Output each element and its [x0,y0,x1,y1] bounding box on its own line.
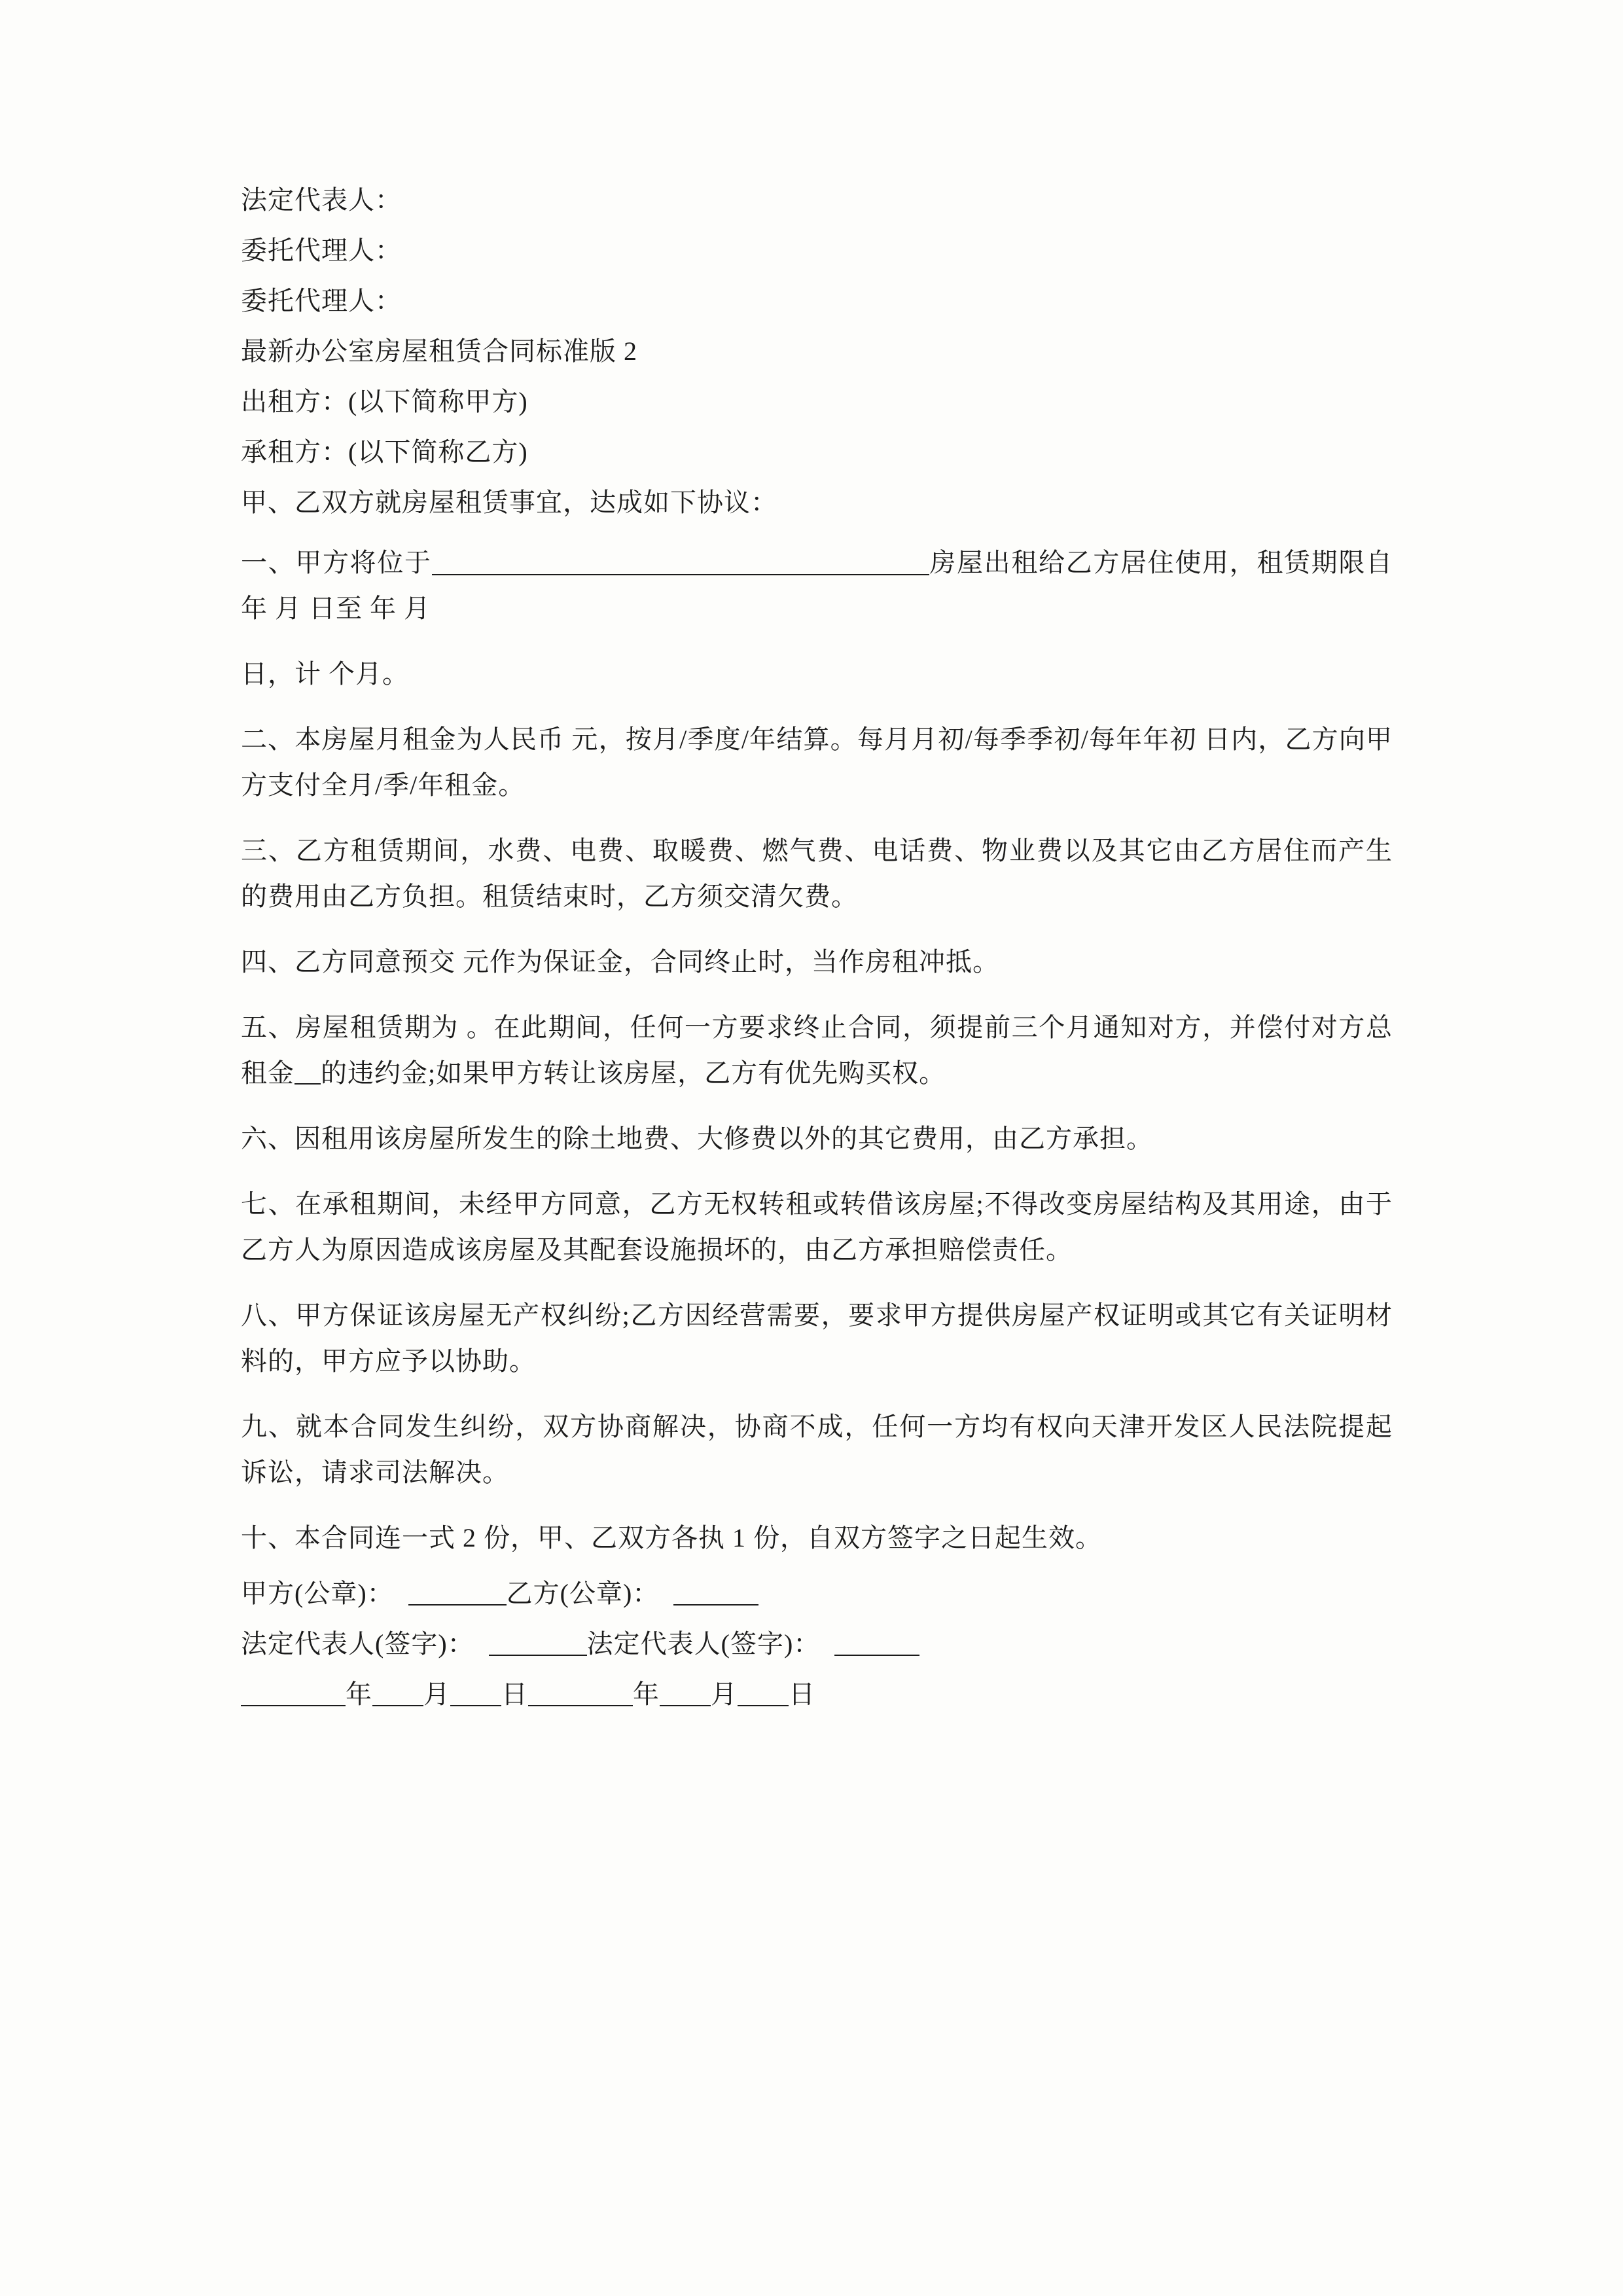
signature-blank-party-a-rep[interactable] [489,1632,587,1656]
signature-label-party-b-seal: 乙方(公章)： [506,1579,660,1608]
header-line-legal-rep: 法定代表人： [241,185,402,215]
clause-2: 二、本房屋月租金为人民币 元，按月/季度/年结算。每月月初/每季季初/每年年初 日内，乙方向甲方支付全月/季/年租金。 [241,725,1393,800]
preamble: 甲、乙双方就房屋租赁事宜，达成如下协议： [241,488,777,517]
clause-9: 九、就本合同发生纠纷，双方协商解决，协商不成，任何一方均有权向天津开发区人民法院提起诉讼，请求司法解决。 [241,1412,1393,1487]
document-body [241,187,1393,1732]
date-blank-b-day[interactable] [738,1683,789,1706]
date-label-a-year: 年 [346,1679,372,1709]
date-blank-a-month[interactable] [372,1683,423,1706]
clause-1-text-before: 一、甲方将位于 [241,548,432,577]
clause-10: 十、本合同连一式 2 份，甲、乙双方各执 1 份，自双方签字之日起生效。 [241,1523,1102,1552]
date-label-b-day: 日 [789,1679,815,1709]
clause-8: 八、甲方保证该房屋无产权纠纷;乙方因经营需要，要求甲方提供房屋产权证明或其它有关证明材料的，甲方应予以协助。 [241,1300,1393,1376]
clause-5-part-1: 五、房屋租赁期为 。在此期间，任何一方要求终止合同，须提前三个月通知对方，并偿付对方总租金 [241,1013,1393,1088]
clause-1-address-blank[interactable] [432,549,929,575]
signature-blank-party-a-seal[interactable] [408,1582,507,1605]
signature-blank-party-b-rep[interactable] [834,1632,919,1656]
signature-label-party-a-rep: 法定代表人(签字)： [241,1629,474,1659]
signature-label-party-a-seal: 甲方(公章)： [241,1579,394,1608]
party-lessee: 承租方：(以下简称乙方) [241,437,528,467]
date-blank-a-day[interactable] [450,1683,501,1706]
clause-1-extra: 日，计 个月。 [241,659,409,689]
date-blank-a-year[interactable] [241,1683,346,1706]
date-label-a-month: 月 [423,1679,450,1709]
signature-label-party-b-rep: 法定代表人(签字)： [586,1629,821,1659]
signature-row-seals [241,1581,1393,1607]
clause-5 [241,1005,1393,1096]
date-blank-b-year[interactable] [528,1683,633,1706]
header-line-agent-1: 委托代理人： [241,236,402,265]
date-label-b-year: 年 [633,1679,660,1709]
clause-5-part-2: 的违约金;如果甲方转让该房屋，乙方有优先购买权。 [321,1058,946,1088]
clause-7: 七、在承租期间，未经甲方同意，乙方无权转租或转借该房屋;不得改变房屋结构及其用途，由于乙方人为原因造成该房屋及其配套设施损坏的，由乙方承担赔偿责任。 [241,1189,1393,1265]
clause-6: 六、因租用该房屋所发生的除土地费、大修费以外的其它费用，由乙方承担。 [241,1124,1153,1153]
page-title: 最新办公室房屋租赁合同标准版 2 [241,336,637,366]
signature-row-legal-reps [241,1631,1393,1657]
clause-4: 四、乙方同意预交 元作为保证金，合同终止时，当作房租冲抵。 [241,947,999,977]
clause-1 [241,540,1393,632]
date-blank-b-month[interactable] [660,1683,711,1706]
date-label-b-month: 月 [711,1679,738,1709]
header-line-agent-2: 委托代理人： [241,286,402,315]
date-label-a-day: 日 [501,1679,528,1709]
clause-1-text-after: 房屋出租给乙方居住使用，租赁期限自 年 月 日至 年 月 [241,548,1393,623]
party-lessor: 出租方：(以下简称甲方) [241,387,528,416]
signature-row-dates [241,1681,1393,1708]
signature-blank-party-b-seal[interactable] [673,1582,758,1605]
clause-5-penalty-blank[interactable] [294,1064,321,1085]
clause-3: 三、乙方租赁期间，水费、电费、取暖费、燃气费、电话费、物业费以及其它由乙方居住而产生的费用由乙方负担。租赁结束时，乙方须交清欠费。 [241,836,1393,911]
